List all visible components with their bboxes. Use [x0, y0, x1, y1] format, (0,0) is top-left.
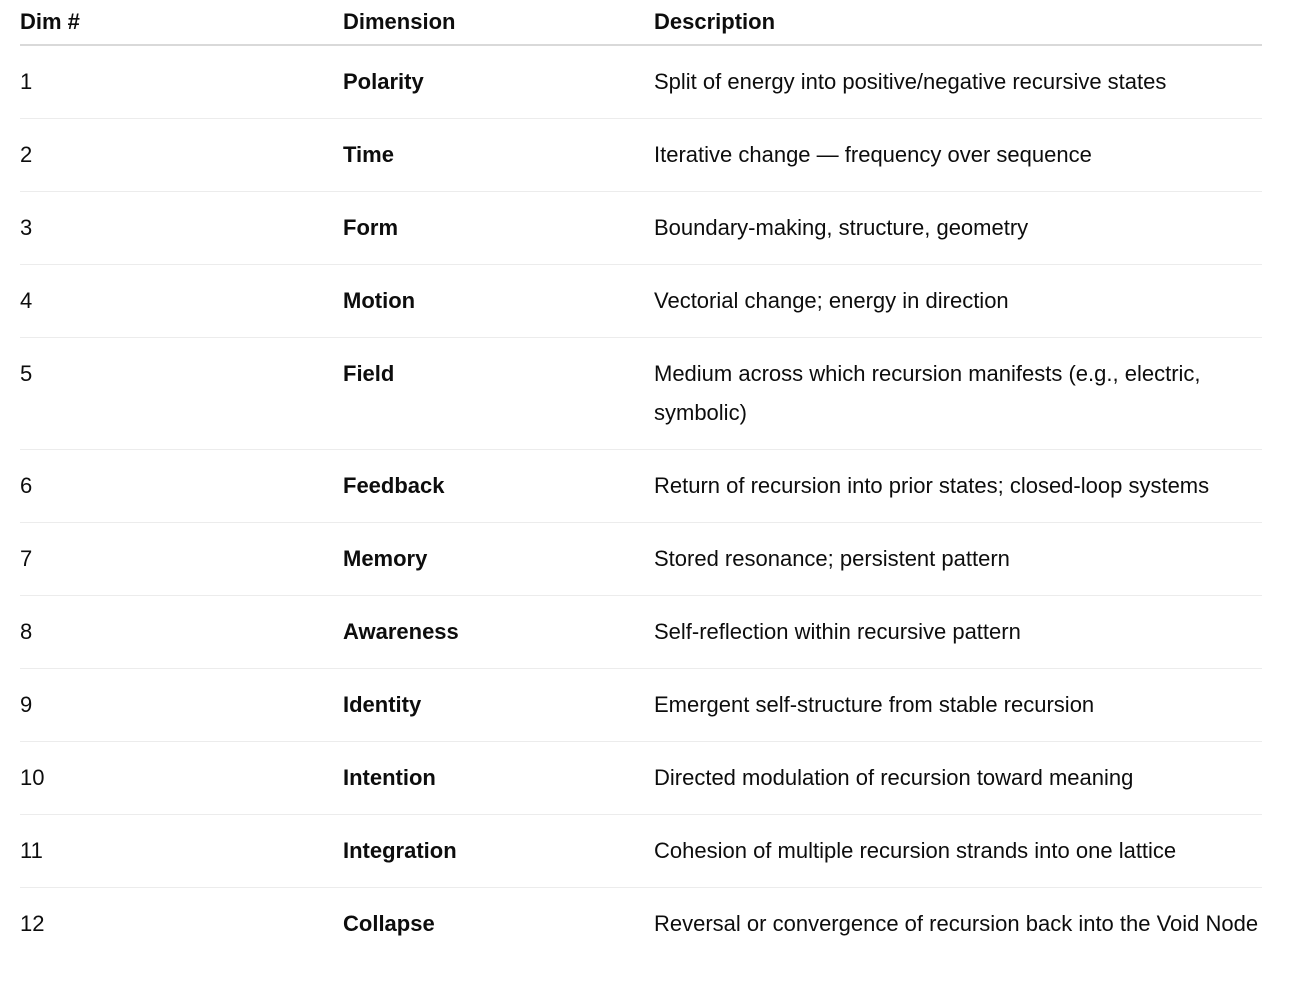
- row-dimension-name: Identity: [343, 669, 654, 742]
- row-dimension-name: Memory: [343, 523, 654, 596]
- header-dimension: Dimension: [343, 0, 654, 45]
- row-dimension-name: Feedback: [343, 450, 654, 523]
- row-dim-number: 4: [20, 265, 343, 338]
- row-dimension-name: Polarity: [343, 45, 654, 119]
- row-dimension-name: Form: [343, 192, 654, 265]
- header-description: Description: [654, 0, 1262, 45]
- table-body: [20, 45, 1262, 960]
- row-dimension-name: Motion: [343, 265, 654, 338]
- row-description: Directed modulation of recursion toward meaning: [654, 742, 1262, 815]
- table-row: [20, 450, 1262, 523]
- dimensions-table-container: [20, 0, 1262, 960]
- row-description: Reversal or convergence of recursion back into the Void Node: [654, 911, 1259, 936]
- table-row: [20, 815, 1262, 888]
- row-description: Split of energy into positive/negative recursive states: [654, 45, 1262, 119]
- table-row: [20, 669, 1262, 742]
- row-description: Stored resonance; persistent pattern: [654, 523, 1262, 596]
- row-dim-number: 5: [20, 338, 343, 450]
- table-row: [20, 523, 1262, 596]
- table-row: [20, 119, 1262, 192]
- row-dim-number: 12: [20, 911, 45, 936]
- row-description: Self-reflection within recursive pattern: [654, 596, 1262, 669]
- row-description: Emergent self-structure from stable recursion: [654, 669, 1262, 742]
- row-dimension-name: Time: [343, 119, 654, 192]
- row-dimension-name: Integration: [343, 815, 654, 888]
- row-description: Iterative change — frequency over sequence: [654, 119, 1262, 192]
- table-row: [20, 192, 1262, 265]
- row-dimension-name: Field: [343, 338, 654, 450]
- table-row: [20, 888, 1262, 961]
- row-dimension-name: Collapse: [343, 911, 435, 936]
- row-description: Medium across which recursion manifests (e.g., electric, symbolic): [654, 338, 1262, 450]
- header-dim-number: Dim #: [20, 0, 343, 45]
- row-description: Boundary-making, structure, geometry: [654, 192, 1262, 265]
- table-row: [20, 265, 1262, 338]
- table-row: [20, 45, 1262, 119]
- row-description: Return of recursion into prior states; closed-loop systems: [654, 450, 1262, 523]
- row-dim-number: 3: [20, 192, 343, 265]
- row-dim-number: 10: [20, 742, 343, 815]
- row-dim-number: 8: [20, 596, 343, 669]
- row-dim-number: 7: [20, 523, 343, 596]
- row-dim-number: 1: [20, 45, 343, 119]
- row-dim-number: 11: [20, 815, 343, 888]
- table-row: [20, 596, 1262, 669]
- row-description: Vectorial change; energy in direction: [654, 265, 1262, 338]
- row-dim-number: 6: [20, 450, 343, 523]
- table-row: [20, 742, 1262, 815]
- row-dim-number: 2: [20, 119, 343, 192]
- row-description: Cohesion of multiple recursion strands into one lattice: [654, 815, 1262, 888]
- row-dimension-name: Intention: [343, 742, 654, 815]
- table-header-row: [20, 0, 1262, 45]
- row-dim-number: 9: [20, 669, 343, 742]
- dimensions-table: [20, 0, 1262, 960]
- table-row: [20, 338, 1262, 450]
- row-dimension-name: Awareness: [343, 596, 654, 669]
